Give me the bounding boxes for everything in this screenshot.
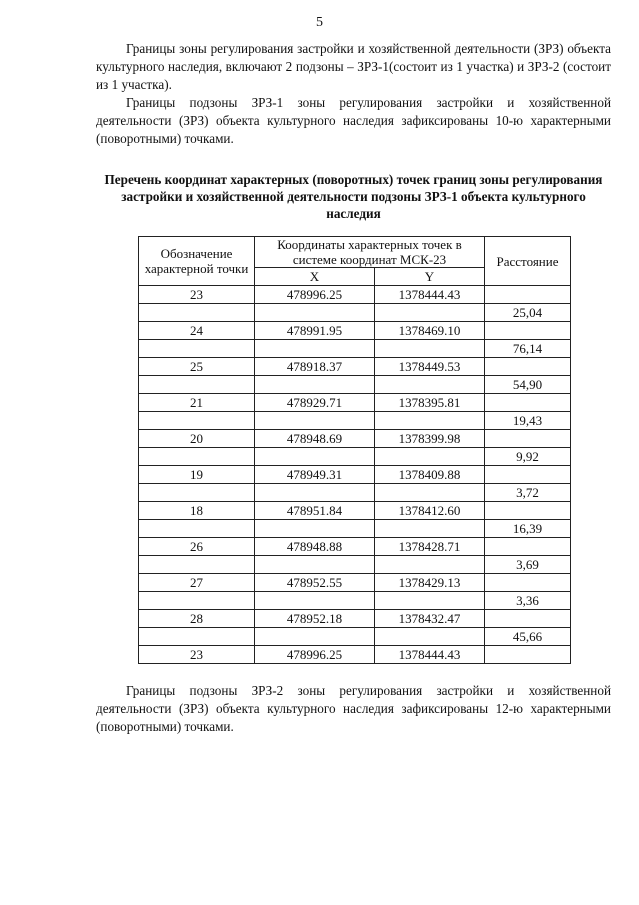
point-cell: 19 [139, 466, 255, 484]
table-row-distance [139, 628, 571, 646]
point-cell-empty [139, 556, 255, 574]
y-cell: 1378395.81 [375, 394, 485, 412]
distance-cell-empty [485, 610, 571, 628]
distance-cell-empty [485, 538, 571, 556]
table-row [139, 322, 571, 340]
point-cell: 27 [139, 574, 255, 592]
table-row [139, 502, 571, 520]
table-heading: Перечень координат характерных (поворотных) точек границ зоны регулирования застройки и хозяйственной деятельности подзоны ЗРЗ-1 объекта культурного наследия [104, 172, 603, 221]
table-row-distance [139, 556, 571, 574]
x-cell: 478929.71 [255, 394, 375, 412]
point-cell: 23 [139, 286, 255, 304]
y-cell: 1378469.10 [375, 322, 485, 340]
header-point: Обозначение характерной точки [139, 237, 255, 286]
y-cell-empty [375, 592, 485, 610]
paragraph-subzone-2: Границы подзоны ЗРЗ-2 зоны регулирования застройки и хозяйственной деятельности (ЗРЗ) объекта культурного наследия зафиксированы 12-ю характерными (поворотными) точками. [96, 683, 611, 734]
distance-cell: 45,66 [485, 628, 571, 646]
x-cell: 478996.25 [255, 646, 375, 664]
distance-cell-empty [485, 646, 571, 664]
point-cell: 26 [139, 538, 255, 556]
point-cell-empty [139, 592, 255, 610]
x-cell: 478952.18 [255, 610, 375, 628]
y-cell: 1378449.53 [375, 358, 485, 376]
point-cell-empty [139, 376, 255, 394]
table-row-distance [139, 340, 571, 358]
x-cell-empty [255, 340, 375, 358]
point-cell: 21 [139, 394, 255, 412]
coordinates-table-body [139, 286, 571, 664]
point-cell: 24 [139, 322, 255, 340]
header-x: X [255, 268, 375, 286]
y-cell-empty [375, 340, 485, 358]
distance-cell-empty [485, 322, 571, 340]
x-cell: 478948.69 [255, 430, 375, 448]
y-cell-empty [375, 628, 485, 646]
point-cell: 25 [139, 358, 255, 376]
header-coordinates: Координаты характерных точек в системе координат МСК-23 [255, 237, 485, 268]
table-row [139, 610, 571, 628]
distance-cell: 16,39 [485, 520, 571, 538]
table-row [139, 358, 571, 376]
y-cell-empty [375, 304, 485, 322]
y-cell: 1378429.13 [375, 574, 485, 592]
distance-cell-empty [485, 358, 571, 376]
distance-cell: 25,04 [485, 304, 571, 322]
y-cell: 1378444.43 [375, 646, 485, 664]
y-cell-empty [375, 520, 485, 538]
table-row-distance [139, 376, 571, 394]
x-cell-empty [255, 520, 375, 538]
distance-cell: 19,43 [485, 412, 571, 430]
point-cell: 18 [139, 502, 255, 520]
coordinates-table [138, 236, 571, 664]
distance-cell-empty [485, 394, 571, 412]
point-cell-empty [139, 520, 255, 538]
distance-cell: 76,14 [485, 340, 571, 358]
x-cell-empty [255, 484, 375, 502]
x-cell: 478949.31 [255, 466, 375, 484]
table-row-distance [139, 412, 571, 430]
paragraph-subzone-1: Границы подзоны ЗРЗ-1 зоны регулирования застройки и хозяйственной деятельности (ЗРЗ) объекта культурного наследия зафиксированы 10-ю характерными (поворотными) точками. [96, 95, 611, 146]
point-cell: 23 [139, 646, 255, 664]
y-cell-empty [375, 448, 485, 466]
distance-cell-empty [485, 430, 571, 448]
x-cell-empty [255, 556, 375, 574]
point-cell-empty [139, 304, 255, 322]
header-distance: Расстояние [485, 237, 571, 286]
paragraph-zones: Границы зоны регулирования застройки и хозяйственной деятельности (ЗРЗ) объекта культурного наследия, включают 2 подзоны – ЗРЗ-1(состоит из 1 участка) и ЗРЗ-2 (состоит из 1 участка). [96, 41, 611, 92]
point-cell: 28 [139, 610, 255, 628]
x-cell-empty [255, 592, 375, 610]
x-cell-empty [255, 304, 375, 322]
page-number: 5 [316, 15, 323, 30]
point-cell-empty [139, 340, 255, 358]
distance-cell: 3,69 [485, 556, 571, 574]
x-cell: 478948.88 [255, 538, 375, 556]
y-cell-empty [375, 376, 485, 394]
x-cell: 478996.25 [255, 286, 375, 304]
distance-cell: 54,90 [485, 376, 571, 394]
table-row [139, 538, 571, 556]
x-cell-empty [255, 412, 375, 430]
distance-cell-empty [485, 286, 571, 304]
y-cell: 1378412.60 [375, 502, 485, 520]
distance-cell-empty [485, 502, 571, 520]
y-cell: 1378444.43 [375, 286, 485, 304]
distance-cell: 3,72 [485, 484, 571, 502]
y-cell: 1378428.71 [375, 538, 485, 556]
point-cell-empty [139, 484, 255, 502]
table-row [139, 646, 571, 664]
y-cell: 1378409.88 [375, 466, 485, 484]
y-cell: 1378432.47 [375, 610, 485, 628]
x-cell: 478952.55 [255, 574, 375, 592]
header-y: Y [375, 268, 485, 286]
table-row-distance [139, 484, 571, 502]
y-cell-empty [375, 484, 485, 502]
table-row-distance [139, 448, 571, 466]
x-cell: 478951.84 [255, 502, 375, 520]
point-cell-empty [139, 412, 255, 430]
table-row [139, 394, 571, 412]
distance-cell-empty [485, 466, 571, 484]
table-row [139, 286, 571, 304]
table-row-distance [139, 304, 571, 322]
point-cell-empty [139, 628, 255, 646]
y-cell: 1378399.98 [375, 430, 485, 448]
point-cell-empty [139, 448, 255, 466]
table-row [139, 466, 571, 484]
point-cell: 20 [139, 430, 255, 448]
table-row-distance [139, 520, 571, 538]
x-cell-empty [255, 628, 375, 646]
y-cell-empty [375, 412, 485, 430]
distance-cell-empty [485, 574, 571, 592]
distance-cell: 3,36 [485, 592, 571, 610]
table-row [139, 430, 571, 448]
table-row-distance [139, 592, 571, 610]
x-cell-empty [255, 448, 375, 466]
x-cell-empty [255, 376, 375, 394]
x-cell: 478918.37 [255, 358, 375, 376]
table-row [139, 574, 571, 592]
x-cell: 478991.95 [255, 322, 375, 340]
distance-cell: 9,92 [485, 448, 571, 466]
y-cell-empty [375, 556, 485, 574]
